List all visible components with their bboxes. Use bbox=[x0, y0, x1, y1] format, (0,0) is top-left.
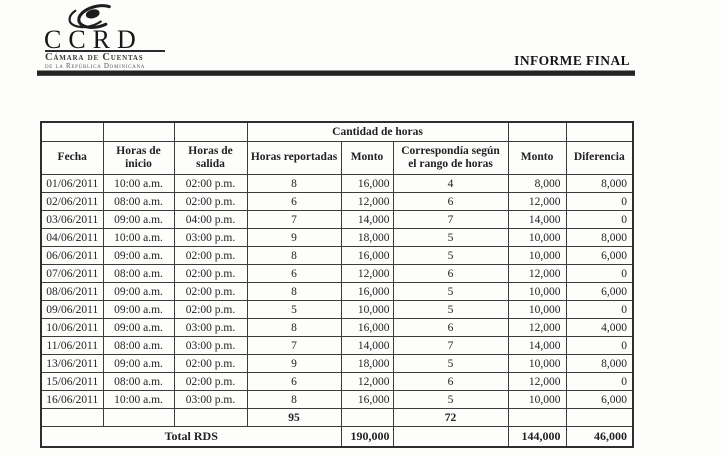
cell: 10:00 a.m. bbox=[103, 175, 174, 193]
cell: 8 bbox=[247, 283, 341, 301]
cell: 6,000 bbox=[566, 283, 633, 301]
cell: 6 bbox=[393, 265, 508, 283]
cell: 6,000 bbox=[566, 247, 633, 265]
column-header-fecha: Fecha bbox=[41, 142, 103, 175]
hours-amount-table bbox=[40, 121, 634, 448]
empty-header-cell bbox=[508, 122, 566, 142]
empty-header-cell bbox=[566, 122, 633, 142]
cell: 03:00 p.m. bbox=[174, 391, 247, 409]
column-header-correspondia: Correspondía según el rango de horas bbox=[393, 142, 508, 175]
table-row bbox=[41, 247, 633, 265]
column-header-horas-salida: Horas de salida bbox=[174, 142, 247, 175]
cell: 0 bbox=[566, 265, 633, 283]
cell: 02:00 p.m. bbox=[174, 175, 247, 193]
cell: 09:00 a.m. bbox=[103, 355, 174, 373]
cell: 5 bbox=[247, 301, 341, 319]
cell: 8,000 bbox=[508, 175, 566, 193]
table-row bbox=[41, 265, 633, 283]
cell: 8,000 bbox=[566, 229, 633, 247]
cell: 10,000 bbox=[341, 301, 393, 319]
table-body bbox=[41, 175, 633, 409]
table-row bbox=[41, 373, 633, 391]
cell: 16,000 bbox=[341, 283, 393, 301]
cell: 09:00 a.m. bbox=[103, 319, 174, 337]
cell: 09:00 a.m. bbox=[103, 211, 174, 229]
report-title: INFORME FINAL bbox=[514, 53, 630, 68]
cell: 0 bbox=[566, 301, 633, 319]
cell bbox=[341, 409, 393, 427]
column-header-diferencia: Diferencia bbox=[566, 142, 633, 175]
cell: 6 bbox=[393, 319, 508, 337]
cell: 7 bbox=[393, 211, 508, 229]
group-header-row bbox=[41, 122, 633, 142]
cell: 9 bbox=[247, 355, 341, 373]
cell: 7 bbox=[393, 337, 508, 355]
cell: 03/06/2011 bbox=[41, 211, 103, 229]
cell: 10,000 bbox=[508, 229, 566, 247]
cell bbox=[103, 409, 174, 427]
cell: 04:00 p.m. bbox=[174, 211, 247, 229]
cell: 5 bbox=[393, 355, 508, 373]
cell: 6 bbox=[393, 193, 508, 211]
cell: 09/06/2011 bbox=[41, 301, 103, 319]
empty-header-cell bbox=[103, 122, 174, 142]
table-row bbox=[41, 229, 633, 247]
cell: 0 bbox=[566, 373, 633, 391]
logo-org-name: Cámara de Cuentas bbox=[45, 50, 165, 63]
table-row bbox=[41, 337, 633, 355]
cell: 09:00 a.m. bbox=[103, 301, 174, 319]
cell: 12,000 bbox=[341, 373, 393, 391]
cell: 01/06/2011 bbox=[41, 175, 103, 193]
total-label: Total RDS bbox=[41, 427, 341, 448]
subtotal-correspondia: 72 bbox=[393, 409, 508, 427]
empty-header-cell bbox=[41, 122, 103, 142]
cell: 10,000 bbox=[508, 355, 566, 373]
cell: 10/06/2011 bbox=[41, 319, 103, 337]
cell: 03:00 p.m. bbox=[174, 337, 247, 355]
logo-org-subtitle: de la República Dominicana bbox=[45, 62, 146, 70]
cell: 16,000 bbox=[341, 247, 393, 265]
cell: 08:00 a.m. bbox=[103, 265, 174, 283]
logo-acronym: CCRD bbox=[44, 25, 143, 54]
cell: 02:00 p.m. bbox=[174, 193, 247, 211]
cell: 06/06/2011 bbox=[41, 247, 103, 265]
table-row bbox=[41, 319, 633, 337]
cell: 08:00 a.m. bbox=[103, 373, 174, 391]
cell: 5 bbox=[393, 247, 508, 265]
total-monto-reportado: 190,000 bbox=[341, 427, 393, 448]
cell: 04/06/2011 bbox=[41, 229, 103, 247]
cell: 5 bbox=[393, 391, 508, 409]
cell: 02:00 p.m. bbox=[174, 247, 247, 265]
cell: 11/06/2011 bbox=[41, 337, 103, 355]
subtotal-row bbox=[41, 409, 633, 427]
cell: 16,000 bbox=[341, 175, 393, 193]
table-row bbox=[41, 355, 633, 373]
cell: 7 bbox=[247, 211, 341, 229]
cell: 07/06/2011 bbox=[41, 265, 103, 283]
column-header-monto: Monto bbox=[341, 142, 393, 175]
cell: 15/06/2011 bbox=[41, 373, 103, 391]
cell: 4,000 bbox=[566, 319, 633, 337]
column-header-horas-inicio: Horas de inicio bbox=[103, 142, 174, 175]
cell: 5 bbox=[393, 283, 508, 301]
cell: 10,000 bbox=[508, 301, 566, 319]
cell: 03:00 p.m. bbox=[174, 229, 247, 247]
cell: 0 bbox=[566, 211, 633, 229]
cell: 8 bbox=[247, 391, 341, 409]
cell: 18,000 bbox=[341, 355, 393, 373]
cell: 09:00 a.m. bbox=[103, 283, 174, 301]
cell: 12,000 bbox=[508, 319, 566, 337]
cell: 10,000 bbox=[508, 247, 566, 265]
table-row bbox=[41, 175, 633, 193]
table-row bbox=[41, 283, 633, 301]
column-header-monto-2: Monto bbox=[508, 142, 566, 175]
table-row bbox=[41, 193, 633, 211]
cell bbox=[41, 409, 103, 427]
cell: 0 bbox=[566, 193, 633, 211]
column-header-row bbox=[41, 142, 633, 175]
cell: 8 bbox=[247, 319, 341, 337]
cell: 16,000 bbox=[341, 319, 393, 337]
cell: 09:00 a.m. bbox=[103, 247, 174, 265]
table-row bbox=[41, 211, 633, 229]
cell: 14,000 bbox=[341, 337, 393, 355]
cell bbox=[393, 427, 508, 448]
cell: 12,000 bbox=[341, 193, 393, 211]
cell: 08:00 a.m. bbox=[103, 337, 174, 355]
cell: 02:00 p.m. bbox=[174, 283, 247, 301]
cell bbox=[508, 409, 566, 427]
cell: 6 bbox=[247, 265, 341, 283]
cell bbox=[566, 409, 633, 427]
cell: 02:00 p.m. bbox=[174, 355, 247, 373]
cell: 08/06/2011 bbox=[41, 283, 103, 301]
total-row bbox=[41, 427, 633, 448]
cell: 6 bbox=[247, 193, 341, 211]
cell: 8 bbox=[247, 175, 341, 193]
cell: 9 bbox=[247, 229, 341, 247]
cell: 10:00 a.m. bbox=[103, 229, 174, 247]
cell: 02:00 p.m. bbox=[174, 265, 247, 283]
cell: 12,000 bbox=[508, 193, 566, 211]
cell: 02:00 p.m. bbox=[174, 301, 247, 319]
cell: 02:00 p.m. bbox=[174, 373, 247, 391]
cell: 10:00 a.m. bbox=[103, 391, 174, 409]
cell: 12,000 bbox=[341, 265, 393, 283]
cell: 18,000 bbox=[341, 229, 393, 247]
cell bbox=[174, 409, 247, 427]
cell: 14,000 bbox=[508, 337, 566, 355]
subtotal-horas-reportadas: 95 bbox=[247, 409, 341, 427]
cell: 8,000 bbox=[566, 355, 633, 373]
header-rule bbox=[37, 70, 635, 76]
cell: 10,000 bbox=[508, 283, 566, 301]
cell: 14,000 bbox=[508, 211, 566, 229]
cell: 5 bbox=[393, 229, 508, 247]
table-row bbox=[41, 391, 633, 409]
cell: 02/06/2011 bbox=[41, 193, 103, 211]
column-header-horas-reportadas: Horas reportadas bbox=[247, 142, 341, 175]
cell: 12,000 bbox=[508, 265, 566, 283]
group-header-cantidad-de-horas: Cantidad de horas bbox=[247, 122, 508, 142]
cell: 8,000 bbox=[566, 175, 633, 193]
cell: 08:00 a.m. bbox=[103, 193, 174, 211]
cell: 16/06/2011 bbox=[41, 391, 103, 409]
total-diferencia: 46,000 bbox=[566, 427, 633, 448]
table-row bbox=[41, 301, 633, 319]
cell: 0 bbox=[566, 337, 633, 355]
cell: 8 bbox=[247, 247, 341, 265]
cell: 13/06/2011 bbox=[41, 355, 103, 373]
cell: 6 bbox=[247, 373, 341, 391]
cell: 14,000 bbox=[341, 211, 393, 229]
cell: 16,000 bbox=[341, 391, 393, 409]
cell: 4 bbox=[393, 175, 508, 193]
cell: 6,000 bbox=[566, 391, 633, 409]
cell: 03:00 p.m. bbox=[174, 319, 247, 337]
total-monto-correspondia: 144,000 bbox=[508, 427, 566, 448]
cell: 12,000 bbox=[508, 373, 566, 391]
empty-header-cell bbox=[174, 122, 247, 142]
cell: 7 bbox=[247, 337, 341, 355]
cell: 6 bbox=[393, 373, 508, 391]
cell: 10,000 bbox=[508, 391, 566, 409]
cell: 5 bbox=[393, 301, 508, 319]
